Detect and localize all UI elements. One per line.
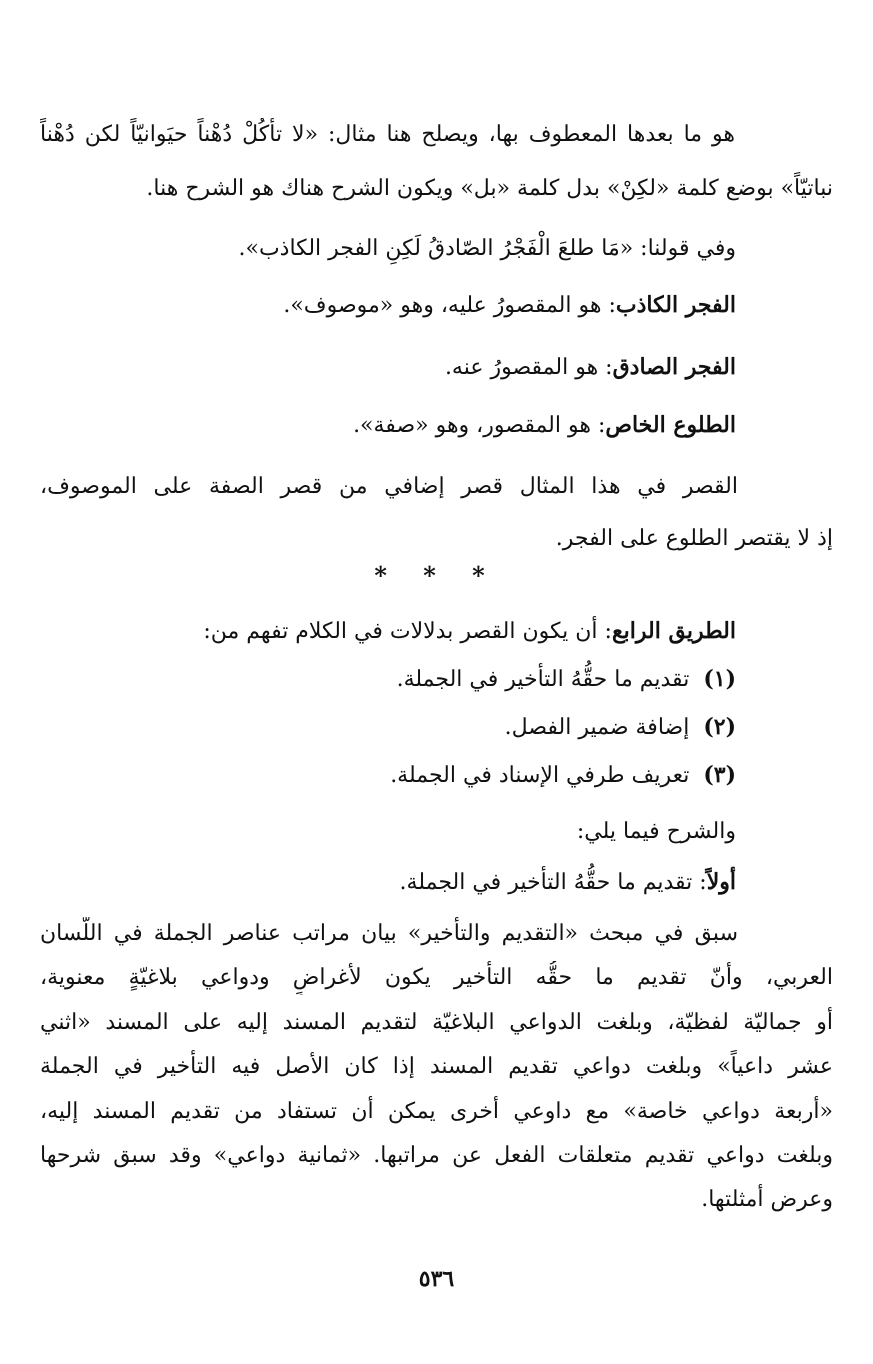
page-number: ٥٣٦ [418,1266,455,1292]
definition-colon: : [608,293,616,318]
subsection-colon: : [699,870,707,895]
list-item [397,662,736,696]
section-term: الطريق الرابع [611,618,736,644]
definition-item [445,350,736,384]
section-heading-line [203,614,736,648]
paragraph-line: أو جماليّة لفظيّة، وبلغت الدواعي البلاغيّة لتقديم المسند إليه على المسند «اثني [40,1010,833,1035]
list-text: تعريف طرفي الإسناد في الجملة. [390,763,690,788]
paragraph-line: وعرض أمثلتها. [701,1187,833,1212]
list-number: (١) [703,666,736,692]
paragraph-line: «أربعة دواعي خاصة» مع داوعي أخرى يمكن أن تستفاد من تقديم المسند إليه، [40,1099,833,1124]
definition-term: الفجر الكاذب [615,292,736,318]
list-item [390,758,736,792]
list-number: (٢) [703,714,736,740]
paragraph-line: وبلغت دواعي تقديم متعلقات الفعل عن مراتبها. «ثمانية دواعي» وقد سبق شرحها [40,1143,833,1168]
definition-colon: : [597,413,606,438]
definition-item [353,408,736,442]
list-number: (٣) [703,762,736,788]
paragraph-line: سبق في مبحث «التقديم والتأخير» بيان مراتب عناصر الجملة في اللّسان [40,921,738,946]
paragraph-line: القصر في هذا المثال قصر إضافي من قصر الصفة على الموصوف، [40,474,738,499]
definition-item [283,288,736,322]
definition-text: هو المقصور، وهو «صفة». [353,413,598,438]
paragraph-line: هو ما بعدها المعطوف بها، ويصلح هنا مثال: «لا تأكُلْ دُهْناً حيَوانيّاً لكن دُهْناً [40,122,735,147]
subsection-text: تقديم ما حقُّهُ التأخير في الجملة. [399,870,700,895]
definition-colon: : [605,355,613,380]
paragraph-line: نباتيّاً» بوضع كلمة «لكِنْ» بدل كلمة «بل» ويكون الشرح هناك هو الشرح هنا. [146,176,833,201]
section-text: أن يكون القصر بدلالات في الكلام تفهم من: [203,619,605,644]
definition-term: الفجر الصادق [612,354,736,380]
definition-text: هو المقصورُ عنه. [444,355,606,380]
list-item [505,710,736,744]
example-sentence: وفي قولنا: «مَا طلعَ الْفَجْرُ الصّادقُ لَكِنِ الفجر الكاذب». [238,236,736,261]
definition-term: الطلوع الخاص [605,412,736,438]
explanation-intro: والشرح فيما يلي: [576,819,736,844]
paragraph-line: إذ لا يقتصر الطلوع على الفجر. [555,526,833,551]
subsection-heading [400,865,736,899]
paragraph-line: عشر داعياً» وبلغت دواعي تقديم المسند إذا كان الأصل فيه التأخير في الجملة [40,1054,833,1079]
list-text: إضافة ضمير الفصل. [504,715,690,740]
section-colon: : [604,619,612,644]
section-separator: * * * [374,561,499,590]
list-text: تقديم ما حقُّهُ التأخير في الجملة. [396,667,690,692]
definition-text: هو المقصورُ عليه، وهو «موصوف». [283,293,609,318]
paragraph-line: العربي، وأنّ تقديم ما حقُّه التأخير يكون لأغراضٍ ودواعي بلاغيّةٍ معنوية، [40,965,833,990]
subsection-term: أولاً [706,869,736,895]
